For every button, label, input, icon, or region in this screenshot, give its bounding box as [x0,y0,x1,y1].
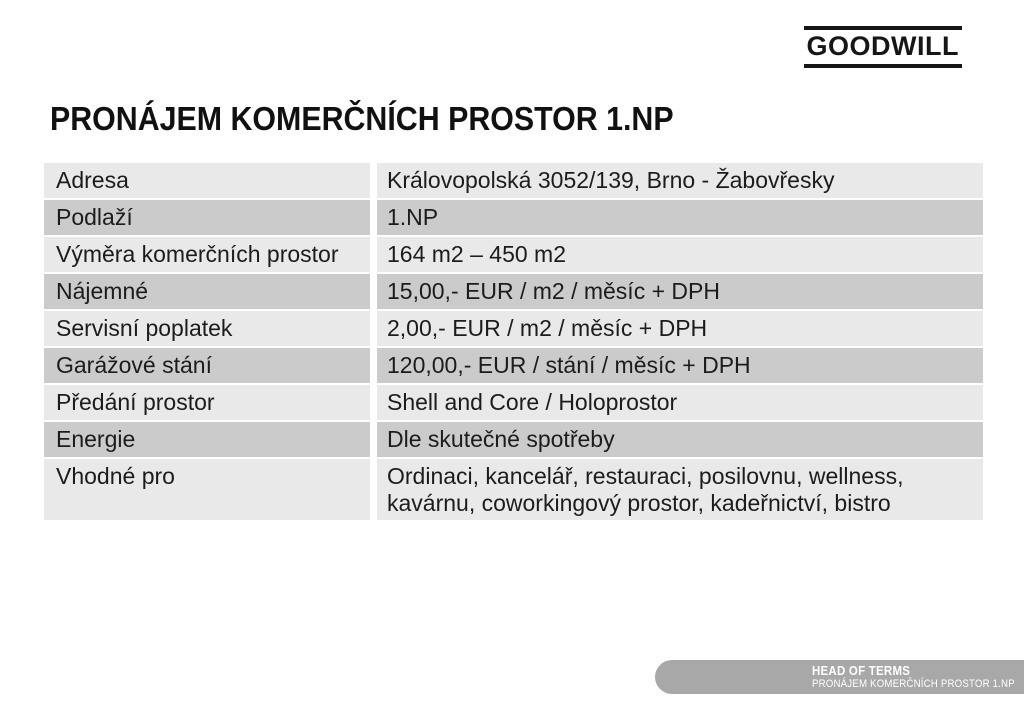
row-value: 1.NP [377,200,983,235]
table-row [44,459,983,520]
page-title: PRONÁJEM KOMERČNÍCH PROSTOR 1.NP [50,100,674,137]
row-value: 164 m2 – 450 m2 [377,237,983,272]
row-value: 15,00,- EUR / m2 / měsíc + DPH [377,274,983,309]
table-row [44,385,983,420]
row-label: Podlaží [44,200,370,235]
row-label: Předání prostor [44,385,370,420]
terms-table [44,163,983,522]
table-row [44,237,983,272]
row-label: Vhodné pro [44,459,370,520]
goodwill-logo [804,26,962,68]
row-label: Nájemné [44,274,370,309]
row-label: Garážové stání [44,348,370,383]
table-row [44,163,983,198]
table-row [44,311,983,346]
table-row [44,200,983,235]
row-value: Ordinaci, kancelář, restauraci, posilovnu, wellness, kavárnu, coworkingový prostor, kadeřnictví, bistro [377,459,983,520]
row-value: 2,00,- EUR / m2 / měsíc + DPH [377,311,983,346]
goodwill-logo-text: GOODWILL [806,31,959,61]
row-label: Servisní poplatek [44,311,370,346]
table-row [44,422,983,457]
row-label: Adresa [44,163,370,198]
row-value: 120,00,- EUR / stání / měsíc + DPH [377,348,983,383]
table-row [44,348,983,383]
footer-heading: HEAD OF TERMS [812,663,911,678]
row-label: Energie [44,422,370,457]
footer-text [812,663,1015,691]
row-value: Královopolská 3052/139, Brno - Žabovřesky [377,163,983,198]
footer-bar [655,660,1024,694]
table-row [44,274,983,309]
row-label: Výměra komerčních prostor [44,237,370,272]
row-value: Shell and Core / Holoprostor [377,385,983,420]
row-value: Dle skutečné spotřeby [377,422,983,457]
footer-subheading: PRONÁJEM KOMERČNÍCH PROSTOR 1.NP [812,678,1015,690]
